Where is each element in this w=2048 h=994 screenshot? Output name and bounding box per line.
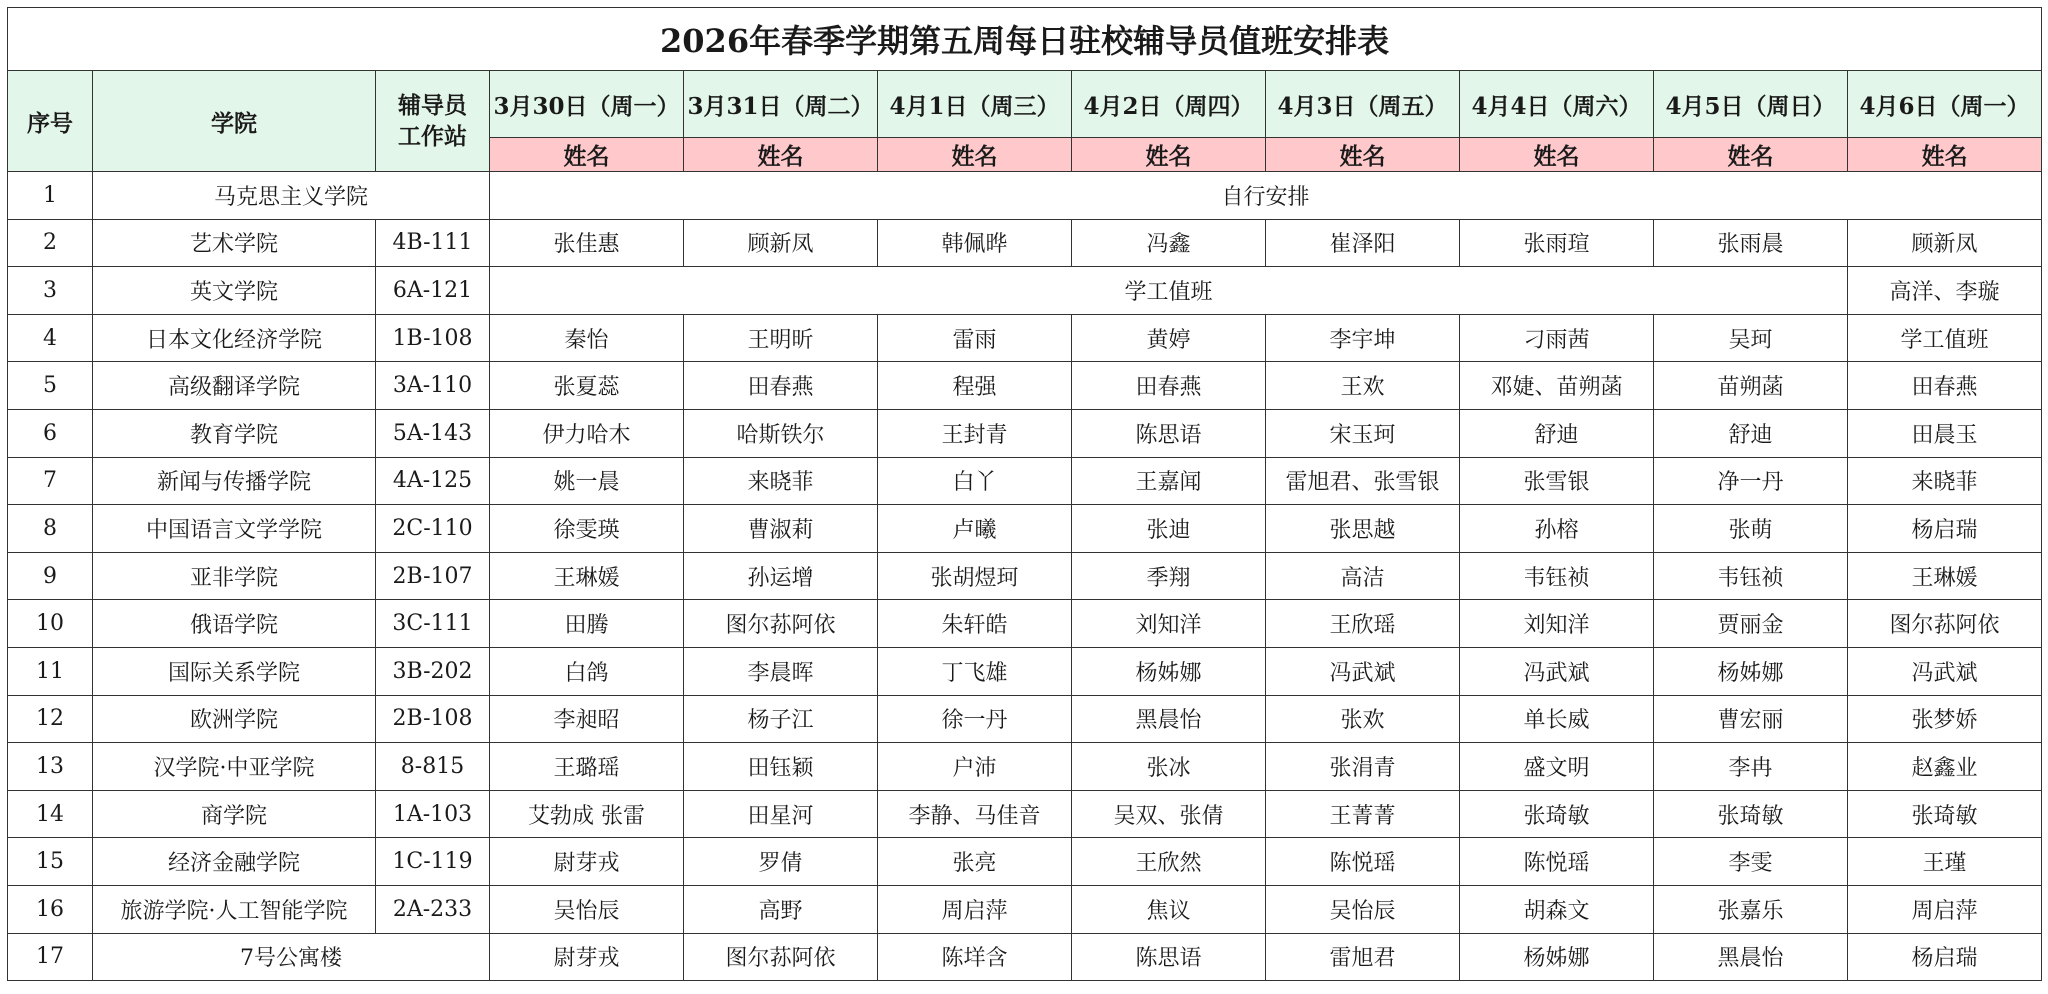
duty-cell[interactable]: 来晓菲 (1848, 457, 2042, 505)
merged-note-cell[interactable]: 学工值班 (490, 267, 1848, 315)
duty-cell[interactable]: 张迪 (1072, 505, 1266, 553)
duty-cell[interactable]: 徐一丹 (878, 695, 1072, 743)
table-row (8, 790, 2042, 838)
station-cell[interactable]: 2B-108 (376, 695, 490, 743)
row-index[interactable]: 13 (8, 743, 93, 791)
duty-cell[interactable]: 田春燕 (684, 362, 878, 410)
table-row (8, 695, 2042, 743)
duty-cell[interactable]: 韦钰祯 (1654, 552, 1848, 600)
duty-cell[interactable]: 田腾 (490, 600, 684, 648)
row-index[interactable]: 11 (8, 647, 93, 695)
row-index[interactable]: 16 (8, 885, 93, 933)
duty-cell[interactable]: 伊力哈木 (490, 409, 684, 457)
duty-cell[interactable]: 杨启瑞 (1848, 505, 2042, 553)
duty-cell[interactable]: 田春燕 (1072, 362, 1266, 410)
table-row (8, 552, 2042, 600)
duty-cell[interactable]: 雷旭君、张雪银 (1266, 457, 1460, 505)
table-row (8, 505, 2042, 553)
table-row (8, 933, 2042, 981)
duty-cell[interactable]: 学工值班 (1848, 314, 2042, 362)
duty-cell[interactable]: 哈斯铁尔 (684, 409, 878, 457)
duty-cell[interactable]: 崔泽阳 (1266, 219, 1460, 267)
table-row (8, 267, 2042, 315)
table-row (8, 838, 2042, 886)
duty-cell[interactable]: 李雯 (1654, 838, 1848, 886)
duty-cell[interactable]: 雷雨 (878, 314, 1072, 362)
duty-cell[interactable]: 冯武斌 (1460, 647, 1654, 695)
row-index[interactable]: 2 (8, 219, 93, 267)
duty-cell[interactable]: 高野 (684, 885, 878, 933)
table-row (8, 172, 2042, 220)
duty-cell[interactable]: 陈思语 (1072, 409, 1266, 457)
header-date[interactable]: 4月1日（周三） (878, 71, 1072, 138)
duty-cell[interactable]: 顾新凤 (684, 219, 878, 267)
table-title[interactable]: 2026年春季学期第五周每日驻校辅导员值班安排表 (8, 8, 2042, 71)
header-name[interactable]: 姓名 (1848, 138, 2042, 172)
college-cell[interactable]: 日本文化经济学院 (93, 314, 376, 362)
duty-cell[interactable]: 白鸽 (490, 647, 684, 695)
duty-cell[interactable]: 贾丽金 (1654, 600, 1848, 648)
duty-cell[interactable]: 季翔 (1072, 552, 1266, 600)
college-cell[interactable]: 旅游学院·人工智能学院 (93, 885, 376, 933)
college-cell[interactable]: 经济金融学院 (93, 838, 376, 886)
header-date[interactable]: 4月2日（周四） (1072, 71, 1266, 138)
header-index[interactable]: 序号 (8, 71, 93, 172)
duty-cell[interactable]: 吴珂 (1654, 314, 1848, 362)
duty-cell[interactable]: 盛文明 (1460, 743, 1654, 791)
duty-cell[interactable]: 舒迪 (1654, 409, 1848, 457)
duty-cell[interactable]: 雷旭君 (1266, 933, 1460, 981)
table-row (8, 647, 2042, 695)
duty-cell[interactable]: 杨姊娜 (1654, 647, 1848, 695)
duty-cell[interactable]: 王璐瑶 (490, 743, 684, 791)
duty-cell[interactable]: 吴怡辰 (1266, 885, 1460, 933)
row-index[interactable]: 1 (8, 172, 93, 220)
duty-cell[interactable]: 张雪银 (1460, 457, 1654, 505)
table-row (8, 885, 2042, 933)
row-index[interactable]: 14 (8, 790, 93, 838)
duty-cell[interactable]: 李晨晖 (684, 647, 878, 695)
table-row (8, 600, 2042, 648)
duty-cell[interactable]: 丁飞雄 (878, 647, 1072, 695)
duty-cell[interactable]: 张冰 (1072, 743, 1266, 791)
header-date[interactable]: 4月5日（周日） (1654, 71, 1848, 138)
duty-cell[interactable]: 秦怡 (490, 314, 684, 362)
row-index[interactable]: 6 (8, 409, 93, 457)
duty-cell[interactable]: 姚一晨 (490, 457, 684, 505)
station-cell[interactable]: 1C-119 (376, 838, 490, 886)
table-row (8, 457, 2042, 505)
row-index[interactable]: 4 (8, 314, 93, 362)
duty-cell[interactable]: 张雨瑄 (1460, 219, 1654, 267)
duty-cell[interactable]: 冯武斌 (1266, 647, 1460, 695)
row-index[interactable]: 7 (8, 457, 93, 505)
duty-cell[interactable]: 黑晨怡 (1654, 933, 1848, 981)
college-cell[interactable]: 欧洲学院 (93, 695, 376, 743)
header-name[interactable]: 姓名 (1654, 138, 1848, 172)
duty-cell[interactable]: 韦钰祯 (1460, 552, 1654, 600)
college-cell[interactable]: 俄语学院 (93, 600, 376, 648)
duty-cell[interactable]: 图尔荪阿依 (1848, 600, 2042, 648)
duty-cell[interactable]: 尉芽戎 (490, 838, 684, 886)
duty-cell[interactable]: 宋玉珂 (1266, 409, 1460, 457)
row-index[interactable]: 12 (8, 695, 93, 743)
duty-cell[interactable]: 苗朔菡 (1654, 362, 1848, 410)
station-cell[interactable]: 1A-103 (376, 790, 490, 838)
duty-cell[interactable]: 陈悦瑶 (1460, 838, 1654, 886)
duty-cell[interactable]: 户沛 (878, 743, 1072, 791)
duty-cell[interactable]: 孙运增 (684, 552, 878, 600)
header-date[interactable]: 3月31日（周二） (684, 71, 878, 138)
college-cell[interactable]: 新闻与传播学院 (93, 457, 376, 505)
college-cell[interactable]: 亚非学院 (93, 552, 376, 600)
duty-cell[interactable]: 李昶昭 (490, 695, 684, 743)
duty-cell[interactable]: 王琳媛 (1848, 552, 2042, 600)
row-index[interactable]: 10 (8, 600, 93, 648)
college-cell[interactable]: 商学院 (93, 790, 376, 838)
duty-cell[interactable]: 田星河 (684, 790, 878, 838)
duty-cell[interactable]: 刘知洋 (1460, 600, 1654, 648)
header-name[interactable]: 姓名 (1072, 138, 1266, 172)
station-cell[interactable]: 3B-202 (376, 647, 490, 695)
table-row (8, 314, 2042, 362)
station-cell[interactable]: 8-815 (376, 743, 490, 791)
table-row (8, 362, 2042, 410)
duty-cell[interactable]: 田春燕 (1848, 362, 2042, 410)
row-index[interactable]: 15 (8, 838, 93, 886)
row-index[interactable]: 5 (8, 362, 93, 410)
duty-cell[interactable]: 陈悦瑶 (1266, 838, 1460, 886)
station-cell[interactable]: 5A-143 (376, 409, 490, 457)
duty-cell[interactable]: 张琦敏 (1848, 790, 2042, 838)
header-name[interactable]: 姓名 (1460, 138, 1654, 172)
table-row (8, 743, 2042, 791)
duty-cell[interactable]: 张琦敏 (1654, 790, 1848, 838)
duty-cell[interactable]: 周启萍 (878, 885, 1072, 933)
table-row (8, 219, 2042, 267)
header-date[interactable]: 3月30日（周一） (490, 71, 684, 138)
station-cell[interactable]: 3C-111 (376, 600, 490, 648)
duty-cell[interactable]: 王琳媛 (490, 552, 684, 600)
duty-cell[interactable]: 艾勃成 张雷 (490, 790, 684, 838)
duty-cell[interactable]: 陈垟含 (878, 933, 1072, 981)
duty-cell[interactable]: 舒迪 (1460, 409, 1654, 457)
duty-cell[interactable]: 王欣瑶 (1266, 600, 1460, 648)
duty-cell[interactable]: 顾新凤 (1848, 219, 2042, 267)
header-name[interactable]: 姓名 (684, 138, 878, 172)
duty-cell[interactable]: 李静、马佳音 (878, 790, 1072, 838)
college-cell[interactable]: 7号公寓楼 (93, 933, 490, 981)
duty-cell[interactable]: 张思越 (1266, 505, 1460, 553)
row-index[interactable]: 17 (8, 933, 93, 981)
duty-cell[interactable]: 张琦敏 (1460, 790, 1654, 838)
duty-cell[interactable]: 吴怡辰 (490, 885, 684, 933)
college-cell[interactable]: 艺术学院 (93, 219, 376, 267)
header-station-line2: 工作站 (398, 123, 467, 150)
duty-cell[interactable]: 邓婕、苗朔菡 (1460, 362, 1654, 410)
duty-cell[interactable]: 张雨晨 (1654, 219, 1848, 267)
college-cell[interactable]: 国际关系学院 (93, 647, 376, 695)
duty-cell[interactable]: 高洋、李璇 (1848, 267, 2042, 315)
duty-cell[interactable]: 卢曦 (878, 505, 1072, 553)
duty-cell[interactable]: 尉芽戎 (490, 933, 684, 981)
header-name[interactable]: 姓名 (490, 138, 684, 172)
duty-cell[interactable]: 李冉 (1654, 743, 1848, 791)
duty-cell[interactable]: 冯武斌 (1848, 647, 2042, 695)
header-date[interactable]: 4月4日（周六） (1460, 71, 1654, 138)
duty-cell[interactable]: 图尔荪阿依 (684, 600, 878, 648)
college-cell[interactable]: 中国语言文学学院 (93, 505, 376, 553)
duty-cell[interactable]: 王欣然 (1072, 838, 1266, 886)
duty-cell[interactable]: 杨姊娜 (1072, 647, 1266, 695)
college-cell[interactable]: 教育学院 (93, 409, 376, 457)
college-cell[interactable]: 英文学院 (93, 267, 376, 315)
duty-cell[interactable]: 来晓菲 (684, 457, 878, 505)
duty-cell[interactable]: 张涓青 (1266, 743, 1460, 791)
station-cell[interactable]: 4B-111 (376, 219, 490, 267)
row-index[interactable]: 9 (8, 552, 93, 600)
header-name[interactable]: 姓名 (1266, 138, 1460, 172)
duty-cell[interactable]: 张夏蕊 (490, 362, 684, 410)
duty-cell[interactable]: 孙榕 (1460, 505, 1654, 553)
duty-cell[interactable]: 张亮 (878, 838, 1072, 886)
duty-cell[interactable]: 王封青 (878, 409, 1072, 457)
duty-cell[interactable]: 韩佩晔 (878, 219, 1072, 267)
duty-cell[interactable]: 张佳惠 (490, 219, 684, 267)
station-cell[interactable]: 4A-125 (376, 457, 490, 505)
station-cell[interactable]: 2B-107 (376, 552, 490, 600)
duty-cell[interactable]: 程强 (878, 362, 1072, 410)
college-cell[interactable]: 高级翻译学院 (93, 362, 376, 410)
duty-cell[interactable]: 焦议 (1072, 885, 1266, 933)
duty-schedule-table (7, 7, 2042, 981)
duty-cell[interactable]: 朱轩皓 (878, 600, 1072, 648)
duty-cell[interactable]: 白丫 (878, 457, 1072, 505)
table-row (8, 409, 2042, 457)
duty-cell[interactable]: 李宇坤 (1266, 314, 1460, 362)
station-cell[interactable]: 1B-108 (376, 314, 490, 362)
duty-cell[interactable]: 王瑾 (1848, 838, 2042, 886)
duty-cell[interactable]: 王嘉闻 (1072, 457, 1266, 505)
duty-cell[interactable]: 胡森文 (1460, 885, 1654, 933)
header-college[interactable]: 学院 (93, 71, 376, 172)
college-cell[interactable]: 马克思主义学院 (93, 172, 490, 220)
duty-cell[interactable]: 张胡煜珂 (878, 552, 1072, 600)
duty-cell[interactable]: 张梦娇 (1848, 695, 2042, 743)
duty-cell[interactable]: 王明昕 (684, 314, 878, 362)
duty-cell[interactable]: 刘知洋 (1072, 600, 1266, 648)
duty-cell[interactable]: 吴双、张倩 (1072, 790, 1266, 838)
header-date[interactable]: 4月3日（周五） (1266, 71, 1460, 138)
header-station-line1: 辅导员 (398, 92, 467, 119)
duty-cell[interactable]: 刁雨茜 (1460, 314, 1654, 362)
duty-cell[interactable]: 净一丹 (1654, 457, 1848, 505)
station-cell[interactable]: 3A-110 (376, 362, 490, 410)
row-index[interactable]: 3 (8, 267, 93, 315)
duty-cell[interactable]: 杨姊娜 (1460, 933, 1654, 981)
duty-cell[interactable]: 黄婷 (1072, 314, 1266, 362)
duty-cell[interactable]: 王欢 (1266, 362, 1460, 410)
station-cell[interactable]: 6A-121 (376, 267, 490, 315)
station-cell[interactable]: 2A-233 (376, 885, 490, 933)
header-date[interactable]: 4月6日（周一） (1848, 71, 2042, 138)
duty-cell[interactable]: 张嘉乐 (1654, 885, 1848, 933)
duty-cell[interactable]: 赵鑫业 (1848, 743, 2042, 791)
duty-cell[interactable]: 周启萍 (1848, 885, 2042, 933)
duty-cell[interactable]: 杨启瑞 (1848, 933, 2042, 981)
header-station[interactable] (376, 71, 490, 172)
station-cell[interactable]: 2C-110 (376, 505, 490, 553)
duty-cell[interactable]: 罗倩 (684, 838, 878, 886)
duty-cell[interactable]: 张萌 (1654, 505, 1848, 553)
duty-cell[interactable]: 张欢 (1266, 695, 1460, 743)
row-index[interactable]: 8 (8, 505, 93, 553)
header-name[interactable]: 姓名 (878, 138, 1072, 172)
duty-cell[interactable]: 徐雯瑛 (490, 505, 684, 553)
duty-cell[interactable]: 高洁 (1266, 552, 1460, 600)
duty-cell[interactable]: 黑晨怡 (1072, 695, 1266, 743)
duty-cell[interactable]: 曹宏丽 (1654, 695, 1848, 743)
duty-cell[interactable]: 田钰颖 (684, 743, 878, 791)
duty-cell[interactable]: 杨子江 (684, 695, 878, 743)
duty-cell[interactable]: 冯鑫 (1072, 219, 1266, 267)
merged-note-cell[interactable]: 自行安排 (490, 172, 2042, 220)
duty-cell[interactable]: 王菁菁 (1266, 790, 1460, 838)
duty-cell[interactable]: 田晨玉 (1848, 409, 2042, 457)
duty-cell[interactable]: 曹淑莉 (684, 505, 878, 553)
college-cell[interactable]: 汉学院·中亚学院 (93, 743, 376, 791)
duty-cell[interactable]: 单长威 (1460, 695, 1654, 743)
duty-cell[interactable]: 陈思语 (1072, 933, 1266, 981)
duty-cell[interactable]: 图尔荪阿依 (684, 933, 878, 981)
